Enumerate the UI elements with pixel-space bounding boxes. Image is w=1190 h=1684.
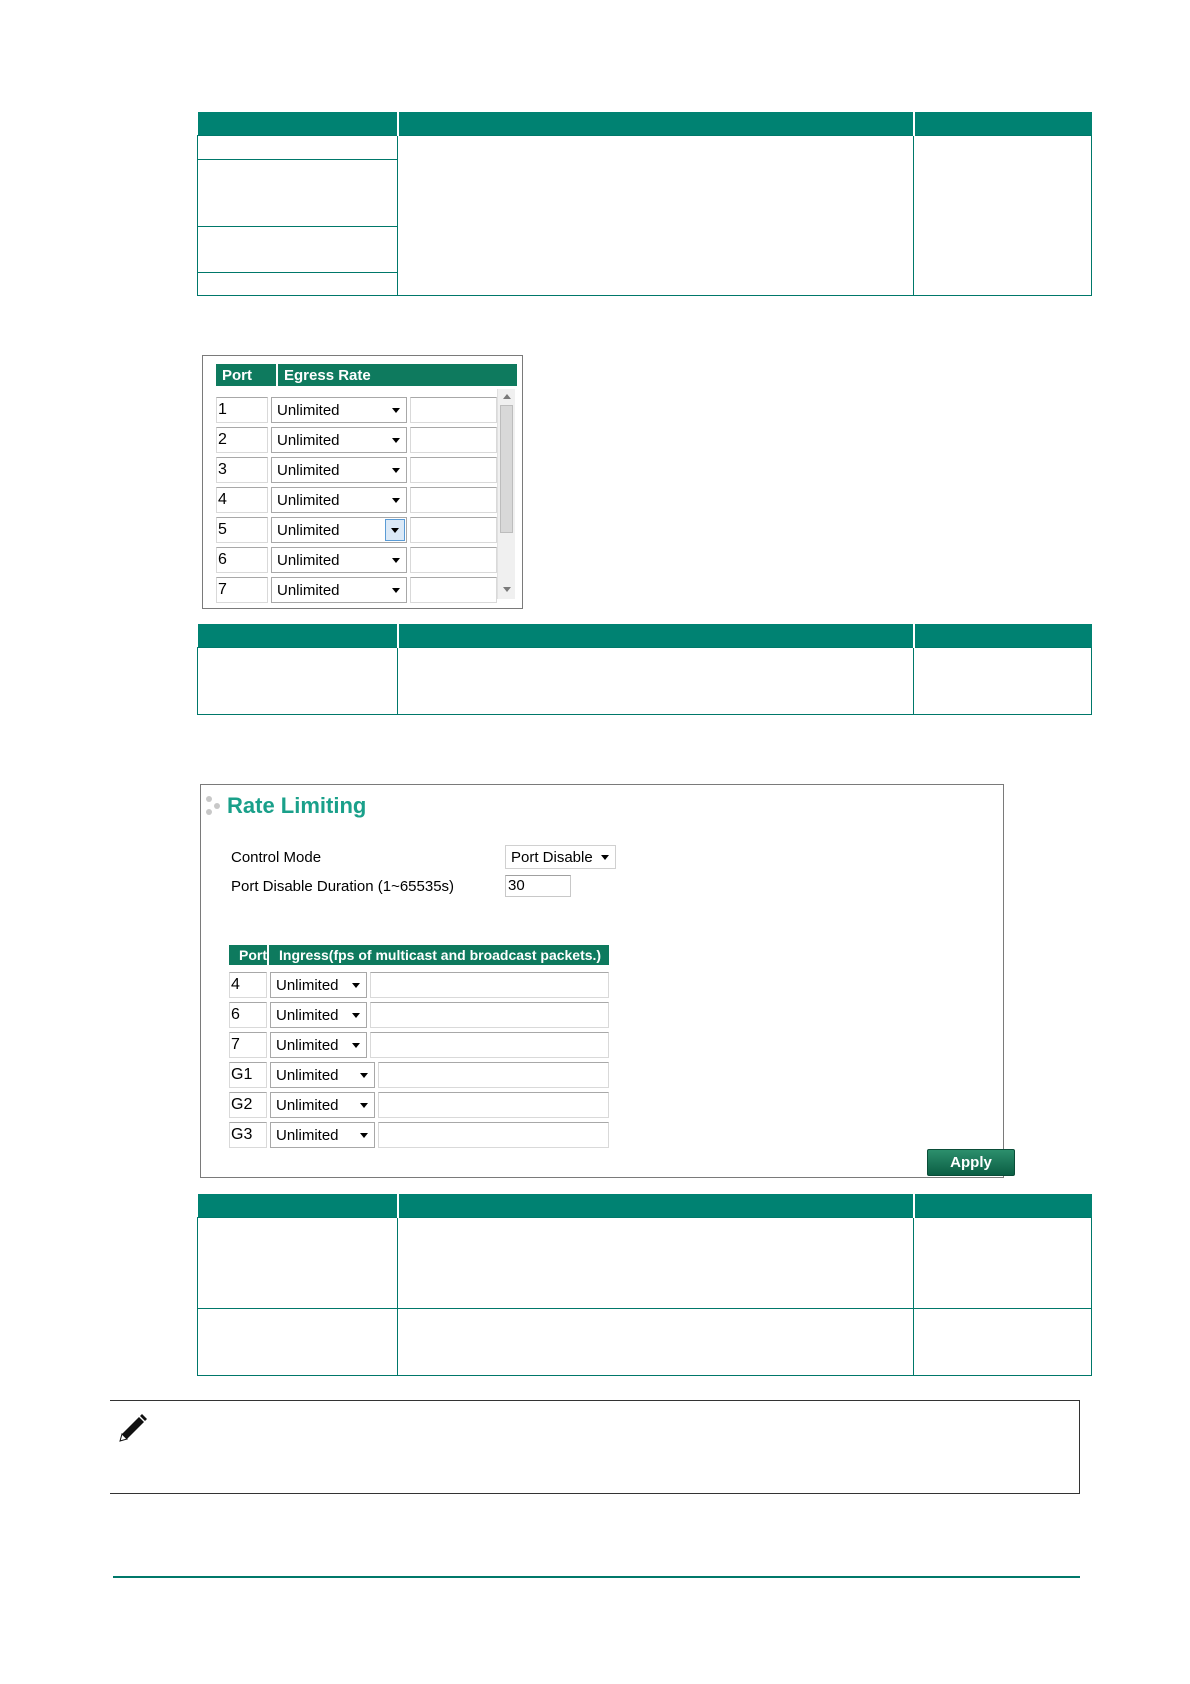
empty-cell (378, 1092, 609, 1118)
rate-select[interactable] (270, 972, 367, 998)
control-mode-label: Control Mode (231, 849, 322, 866)
doc-table-1 (197, 112, 1092, 296)
footer-rule (113, 1576, 1080, 1578)
port-cell (216, 457, 268, 483)
scroll-thumb[interactable] (500, 405, 513, 533)
table-row (216, 575, 497, 605)
rate-value: Unlimited (276, 1096, 339, 1114)
table-cell (914, 1309, 1092, 1376)
table-cell (198, 227, 398, 273)
rate-limiting-panel (200, 784, 1004, 1178)
table-cell (198, 1309, 398, 1376)
doc-table-header (198, 112, 1092, 136)
egress-rate-column-header: Egress Rate (278, 364, 517, 386)
rate-select[interactable] (271, 517, 407, 543)
egress-rows (216, 395, 497, 605)
rate-value: Unlimited (277, 401, 340, 419)
rate-value: Unlimited (276, 1036, 339, 1054)
table-row (216, 455, 497, 485)
port-label: 4 (218, 491, 227, 508)
table-row (216, 425, 497, 455)
port-cell (229, 1032, 267, 1058)
rate-value: Unlimited (277, 491, 340, 509)
empty-cell (378, 1062, 609, 1088)
ingress-table (229, 945, 609, 965)
duration-label: Port Disable Duration (1~65535s) (231, 878, 455, 895)
table-cell (198, 136, 398, 160)
port-label: 6 (231, 1006, 240, 1023)
port-cell (229, 1062, 267, 1088)
rate-value: Unlimited (276, 1066, 339, 1084)
port-label: 7 (218, 581, 227, 598)
chevron-down-icon (360, 1103, 368, 1108)
chevron-down-icon (392, 588, 400, 593)
dropdown-button[interactable] (385, 519, 405, 541)
port-label: 3 (218, 461, 227, 478)
pencil-icon (114, 1411, 150, 1447)
header-cell (398, 1194, 914, 1218)
port-label: G3 (231, 1126, 253, 1143)
page-title: Rate Limiting (227, 793, 367, 818)
port-cell (216, 547, 268, 573)
rate-select[interactable] (271, 457, 407, 483)
port-cell (216, 577, 268, 603)
header-cell (198, 624, 398, 648)
chevron-down-icon (360, 1073, 368, 1078)
port-column-header: Port (216, 364, 278, 386)
chevron-down-icon (392, 468, 400, 473)
table-cell (198, 160, 398, 227)
rate-select[interactable] (271, 577, 407, 603)
chevron-down-icon (392, 438, 400, 443)
empty-cell (410, 427, 497, 453)
port-cell (216, 517, 268, 543)
doc-table-header (198, 1194, 1092, 1218)
table-row (229, 1060, 609, 1090)
empty-cell (410, 517, 497, 543)
chevron-down-icon (392, 558, 400, 563)
control-mode-value: Port Disable (511, 848, 593, 866)
table-cell (914, 1218, 1092, 1309)
rate-value: Unlimited (277, 581, 340, 599)
empty-cell (378, 1122, 609, 1148)
empty-cell (410, 577, 497, 603)
port-column-header: Port (229, 945, 269, 965)
table-row (229, 1090, 609, 1120)
chevron-down-icon (392, 408, 400, 413)
egress-rate-panel (202, 355, 523, 609)
table-cell (198, 648, 398, 715)
table-row (229, 1120, 609, 1150)
header-cell (914, 624, 1092, 648)
scrollbar[interactable] (497, 389, 515, 599)
rate-value: Unlimited (276, 1126, 339, 1144)
header-cell (198, 112, 398, 136)
port-label: 6 (218, 551, 227, 568)
empty-cell (370, 972, 609, 998)
header-cell (198, 1194, 398, 1218)
table-row (216, 515, 497, 545)
rate-value: Unlimited (276, 1006, 339, 1024)
rate-select[interactable] (270, 1032, 367, 1058)
rate-value: Unlimited (277, 431, 340, 449)
rate-select[interactable] (270, 1002, 367, 1028)
duration-value: 30 (508, 877, 525, 894)
port-cell (229, 972, 267, 998)
rate-select[interactable] (271, 427, 407, 453)
note-box (110, 1400, 1080, 1494)
port-label: 4 (231, 976, 240, 993)
table-cell (398, 1218, 914, 1309)
table-cell (398, 648, 914, 715)
dots-icon (205, 795, 223, 817)
port-cell (229, 1122, 267, 1148)
rate-select[interactable] (270, 1062, 375, 1088)
chevron-down-icon (392, 498, 400, 503)
port-cell (216, 397, 268, 423)
empty-cell (410, 547, 497, 573)
chevron-down-icon (360, 1133, 368, 1138)
port-cell (216, 487, 268, 513)
table-cell (198, 273, 398, 296)
empty-cell (370, 1032, 609, 1058)
rate-value: Unlimited (277, 461, 340, 479)
table-row (216, 395, 497, 425)
empty-cell (410, 487, 497, 513)
doc-table-2 (197, 624, 1092, 715)
table-row (229, 1030, 609, 1060)
control-mode-select[interactable] (505, 845, 616, 869)
table-row (229, 970, 609, 1000)
table-cell (914, 136, 1092, 296)
port-cell (216, 427, 268, 453)
header-cell (914, 112, 1092, 136)
port-label: 2 (218, 431, 227, 448)
port-cell (229, 1002, 267, 1028)
rate-select[interactable] (270, 1092, 375, 1118)
doc-table-header (198, 624, 1092, 648)
header-cell (398, 624, 914, 648)
chevron-down-icon (352, 1013, 360, 1018)
empty-cell (410, 457, 497, 483)
chevron-down-icon (352, 983, 360, 988)
ingress-rows (229, 970, 609, 1150)
table-row (216, 485, 497, 515)
header-cell (398, 112, 914, 136)
port-cell (229, 1092, 267, 1118)
rate-select[interactable] (271, 547, 407, 573)
port-label: 7 (231, 1036, 240, 1053)
rate-value: Unlimited (276, 976, 339, 994)
port-label: G1 (231, 1066, 253, 1083)
port-label: 1 (218, 401, 227, 418)
scroll-up-icon[interactable] (503, 394, 511, 399)
rate-value: Unlimited (277, 521, 340, 539)
ingress-column-header: Ingress(fps of multicast and broadcast packets.) (269, 945, 609, 965)
egress-rate-table (216, 364, 517, 386)
table-cell (914, 648, 1092, 715)
port-label: 5 (218, 521, 227, 538)
header-cell (914, 1194, 1092, 1218)
scroll-down-icon[interactable] (503, 587, 511, 592)
doc-table-3 (197, 1194, 1092, 1376)
empty-cell (410, 397, 497, 423)
table-cell (198, 1218, 398, 1309)
duration-input[interactable] (505, 875, 571, 897)
table-cell (398, 1309, 914, 1376)
table-row (216, 545, 497, 575)
table-cell (398, 136, 914, 296)
chevron-down-icon (391, 528, 399, 533)
empty-cell (370, 1002, 609, 1028)
table-row (229, 1000, 609, 1030)
rate-value: Unlimited (277, 551, 340, 569)
apply-button[interactable]: Apply (927, 1149, 1015, 1176)
chevron-down-icon (352, 1043, 360, 1048)
rate-select[interactable] (271, 487, 407, 513)
rate-select[interactable] (271, 397, 407, 423)
chevron-down-icon (601, 855, 609, 860)
port-label: G2 (231, 1096, 253, 1113)
rate-select[interactable] (270, 1122, 375, 1148)
